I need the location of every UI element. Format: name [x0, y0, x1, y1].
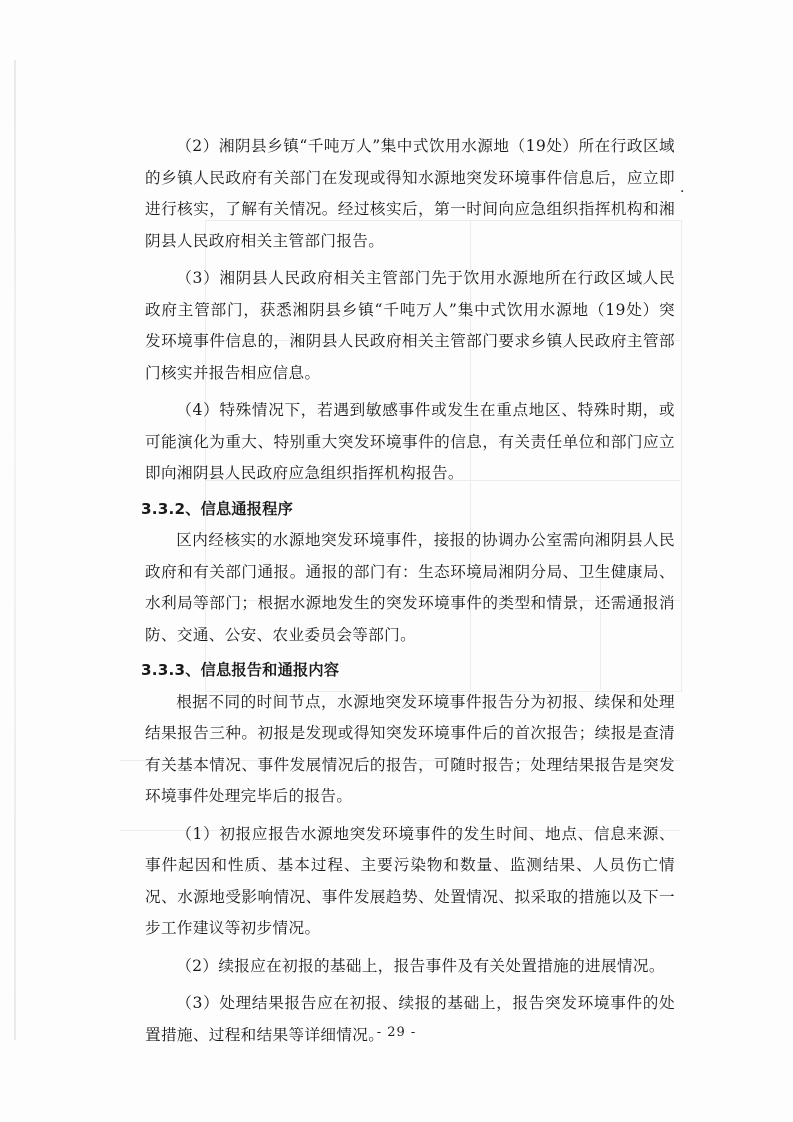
paragraph-item-3: （3）湘阴县人民政府相关主管部门先于饮用水源地所在行政区域人民政府主管部门，获悉湘阴县乡镇“千吨万人”集中式饮用水源地（19处）突发环境事件信息的，湘阴县人民政府相关主管部门要求乡镇人民政府主管部门核实并报告相应信息。 — [145, 269, 675, 382]
paragraph-initial-report: （1）初报应报告水源地突发环境事件的发生时间、地点、信息来源、事件起因和性质、基本过程、主要污染物和数量、监测结果、人员伤亡情况、水源地受影响情况、事件发展趋势、处置情况、拟采取的措施以及下一步工作建议等初步情况。 — [145, 824, 675, 937]
paragraph-item-2: （2）湘阴县乡镇“千吨万人”集中式饮用水源地（19处）所在行政区域的乡镇人民政府有关部门在发现或得知水源地突发环境事件信息后，应立即进行核实，了解有关情况。经过核实后，第一时间向应急组织指挥机构和湘阴县人民政府相关主管部门报告。 — [145, 137, 675, 250]
paragraph-result-report: （3）处理结果报告应在初报、续报的基础上，报告突发环境事件的处置措施、过程和结果等详细情况。 — [145, 994, 675, 1044]
section-heading-3-3-3: 3.3.3、信息报告和通报内容 — [141, 661, 340, 679]
scan-dot-mark: · — [680, 184, 685, 200]
body-text — [141, 131, 675, 1051]
page-number: - 29 - — [376, 1025, 417, 1040]
paragraph-report-types: 根据不同的时间节点，水源地突发环境事件报告分为初报、续保和处理结果报告三种。初报是发现或得知突发环境事件后的首次报告；续报是查清有关基本情况、事件发展情况后的报告，可随时报告；处理结果报告是突发环境事件处理完毕后的报告。 — [145, 692, 675, 805]
paragraph-notification-procedure: 区内经核实的水源地突发环境事件，接报的协调办公室需向湘阴县人民政府和有关部门通报。通报的部门有：生态环境局湘阴分局、卫生健康局、水利局等部门；根据水源地发生的突发环境事件的类型和情景，还需通报消防、交通、公安、农业委员会等部门。 — [145, 531, 675, 644]
paragraph-follow-up-report: （2）续报应在初报的基础上，报告事件及有关处置措施的进展情况。 — [176, 956, 665, 975]
section-heading-3-3-2: 3.3.2、信息通报程序 — [141, 499, 293, 518]
scan-edge-shadow — [14, 60, 16, 1040]
paragraph-item-4: （4）特殊情况下，若遇到敏感事件或发生在重点地区、特殊时期，或可能演化为重大、特别重大突发环境事件的信息，有关责任单位和部门应立即向湘阴县人民政府应急组织指挥机构报告。 — [145, 401, 675, 482]
